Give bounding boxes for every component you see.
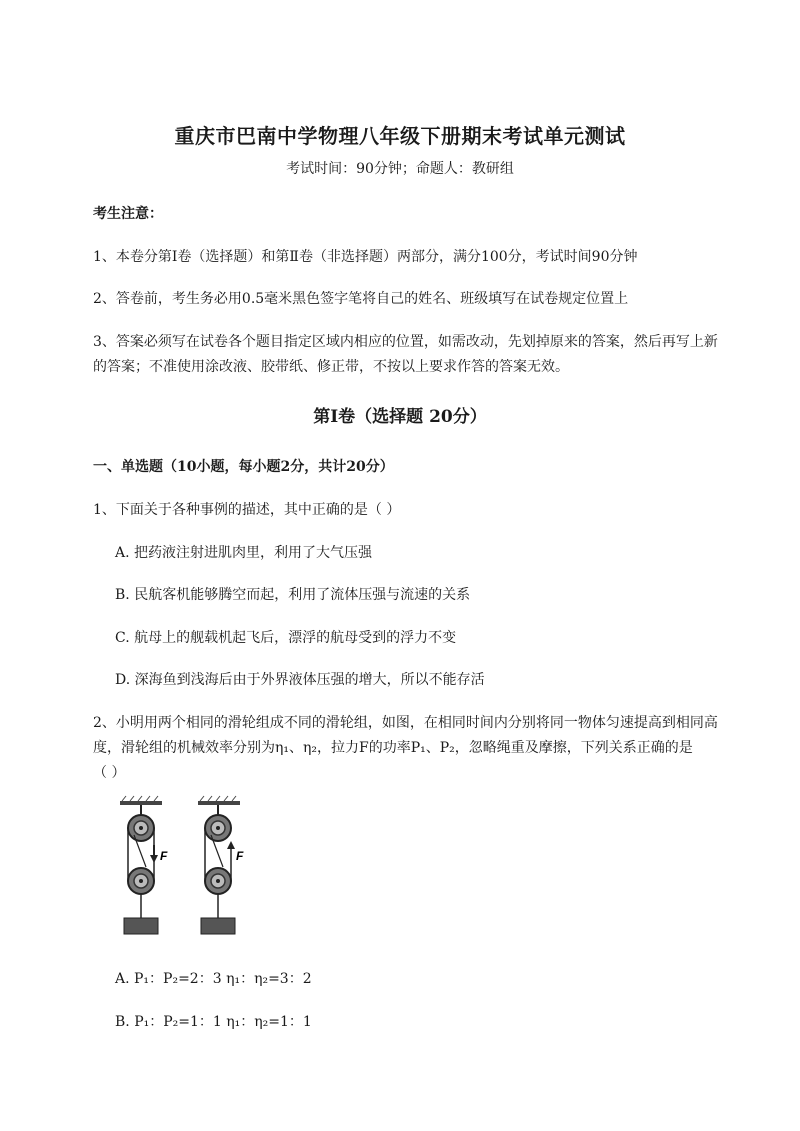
pulley-system-left xyxy=(120,796,168,934)
q1-option-b: B. 民航客机能够腾空而起，利用了流体压强与流速的关系 xyxy=(115,587,471,603)
section-title: 第I卷（选择题 20分） xyxy=(313,407,487,427)
page-title: 重庆市巴南中学物理八年级下册期末考试单元测试 xyxy=(174,124,626,148)
force-label-left: F xyxy=(160,849,168,863)
question-1-stem: 1、下面关于各种事例的描述，其中正确的是（ ） xyxy=(93,502,401,518)
q1-option-a: A. 把药液注射进肌肉里，利用了大气压强 xyxy=(115,545,373,561)
pulley-system-right xyxy=(198,796,244,934)
pulley-diagram xyxy=(110,795,270,945)
notice-item: 2、答卷前，考生务必用0.5毫米黑色签字笔将自己的姓名、班级填写在试卷规定位置上 xyxy=(93,291,629,307)
q2-option-b: B. P₁：P₂=1：1 η₁：η₂=1：1 xyxy=(115,1014,312,1030)
notice-item: 的答案；不准使用涂改液、胶带纸、修正带，不按以上要求作答的答案无效。 xyxy=(93,359,569,375)
exam-info: 考试时间：90分钟；命题人：教研组 xyxy=(286,161,514,177)
q2-option-a: A. P₁：P₂=2：3 η₁：η₂=3：2 xyxy=(115,971,312,987)
q1-option-d: D. 深海鱼到浅海后由于外界液体压强的增大，所以不能存活 xyxy=(115,672,485,688)
q1-option-c: C. 航母上的舰载机起飞后，漂浮的航母受到的浮力不变 xyxy=(115,630,457,646)
notice-item: 3、答案必须写在试卷各个题目指定区域内相应的位置，如需改动，先划掉原来的答案，然后再写上新 xyxy=(93,334,718,350)
question-2-stem: （ ） xyxy=(93,765,126,781)
question-2-stem: 2、小明用两个相同的滑轮组成不同的滑轮组，如图，在相同时间内分别将同一物体匀速提高到相同高 xyxy=(93,715,718,731)
force-label-right: F xyxy=(236,849,244,863)
notice-item: 1、本卷分第I卷（选择题）和第Ⅱ卷（非选择题）两部分，满分100分，考试时间90分钟 xyxy=(93,249,638,265)
part-heading: 一、单选题（10小题，每小题2分，共计20分） xyxy=(93,459,394,475)
question-2-stem: 度，滑轮组的机械效率分别为η₁、η₂，拉力F的功率P₁、P₂，忽略绳重及摩擦，下列关系正确的是 xyxy=(93,740,693,756)
notice-heading: 考生注意： xyxy=(93,206,163,222)
